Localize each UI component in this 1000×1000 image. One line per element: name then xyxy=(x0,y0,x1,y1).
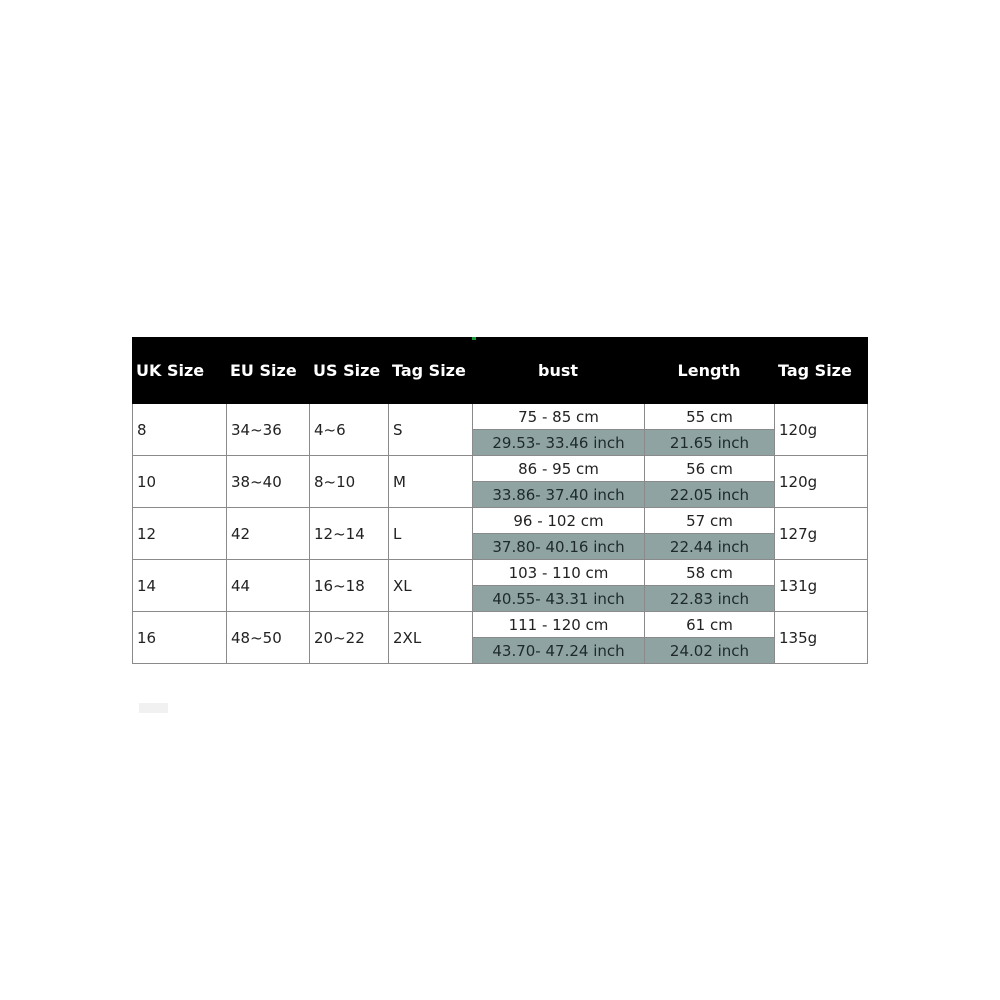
us-size-cell: 12~14 xyxy=(309,508,388,560)
bust-cm: 111 - 120 cm xyxy=(473,612,644,638)
header-tag-size: Tag Size xyxy=(392,361,466,380)
bust-inch: 40.55- 43.31 inch xyxy=(473,586,644,611)
table-header-row xyxy=(132,337,868,404)
table-row xyxy=(132,404,868,456)
bust-cm: 86 - 95 cm xyxy=(473,456,644,482)
length-cm: 58 cm xyxy=(645,560,774,586)
tag-size-cell: 2XL xyxy=(388,612,472,664)
tag-size-cell: XL xyxy=(388,560,472,612)
length-inch: 21.65 inch xyxy=(645,430,774,455)
bust-inch: 43.70- 47.24 inch xyxy=(473,638,644,663)
eu-size-cell: 34~36 xyxy=(226,404,309,456)
us-size-cell: 8~10 xyxy=(309,456,388,508)
weight-cell: 120g xyxy=(774,404,868,456)
length-cell xyxy=(644,560,774,612)
bust-cell xyxy=(472,456,644,508)
bust-cell xyxy=(472,560,644,612)
faint-placeholder-box xyxy=(139,703,168,713)
weight-cell: 131g xyxy=(774,560,868,612)
uk-size-cell: 14 xyxy=(132,560,226,612)
uk-size-cell: 16 xyxy=(132,612,226,664)
tag-size-cell: S xyxy=(388,404,472,456)
bust-cell xyxy=(472,612,644,664)
eu-size-cell: 44 xyxy=(226,560,309,612)
length-inch: 22.44 inch xyxy=(645,534,774,559)
tag-size-cell: L xyxy=(388,508,472,560)
header-bust: bust xyxy=(537,361,578,380)
uk-size-cell: 8 xyxy=(132,404,226,456)
bust-inch: 37.80- 40.16 inch xyxy=(473,534,644,559)
size-chart-table xyxy=(132,337,868,664)
length-cm: 57 cm xyxy=(645,508,774,534)
bust-cell xyxy=(472,508,644,560)
us-size-cell: 20~22 xyxy=(309,612,388,664)
length-cm: 55 cm xyxy=(645,404,774,430)
us-size-cell: 16~18 xyxy=(309,560,388,612)
header-us-size: US Size xyxy=(313,361,381,380)
length-cm: 56 cm xyxy=(645,456,774,482)
length-cm: 61 cm xyxy=(645,612,774,638)
bust-inch: 29.53- 33.46 inch xyxy=(473,430,644,455)
tag-size-cell: M xyxy=(388,456,472,508)
header-tag-size-weight: Tag Size xyxy=(778,361,852,380)
table-row xyxy=(132,456,868,508)
weight-cell: 120g xyxy=(774,456,868,508)
header-length: Length xyxy=(677,361,741,380)
length-inch: 22.83 inch xyxy=(645,586,774,611)
eu-size-cell: 48~50 xyxy=(226,612,309,664)
length-cell xyxy=(644,612,774,664)
header-uk-size: UK Size xyxy=(136,361,205,380)
uk-size-cell: 10 xyxy=(132,456,226,508)
bust-cm: 96 - 102 cm xyxy=(473,508,644,534)
table-row xyxy=(132,508,868,560)
table-row xyxy=(132,560,868,612)
length-inch: 24.02 inch xyxy=(645,638,774,663)
bust-cell xyxy=(472,404,644,456)
eu-size-cell: 38~40 xyxy=(226,456,309,508)
header-eu-size: EU Size xyxy=(230,361,297,380)
length-cell xyxy=(644,404,774,456)
weight-cell: 127g xyxy=(774,508,868,560)
eu-size-cell: 42 xyxy=(226,508,309,560)
length-inch: 22.05 inch xyxy=(645,482,774,507)
bust-cm: 103 - 110 cm xyxy=(473,560,644,586)
table-row xyxy=(132,612,868,664)
bust-inch: 33.86- 37.40 inch xyxy=(473,482,644,507)
length-cell xyxy=(644,508,774,560)
length-cell xyxy=(644,456,774,508)
us-size-cell: 4~6 xyxy=(309,404,388,456)
uk-size-cell: 12 xyxy=(132,508,226,560)
bust-cm: 75 - 85 cm xyxy=(473,404,644,430)
table-body xyxy=(132,404,868,664)
weight-cell: 135g xyxy=(774,612,868,664)
